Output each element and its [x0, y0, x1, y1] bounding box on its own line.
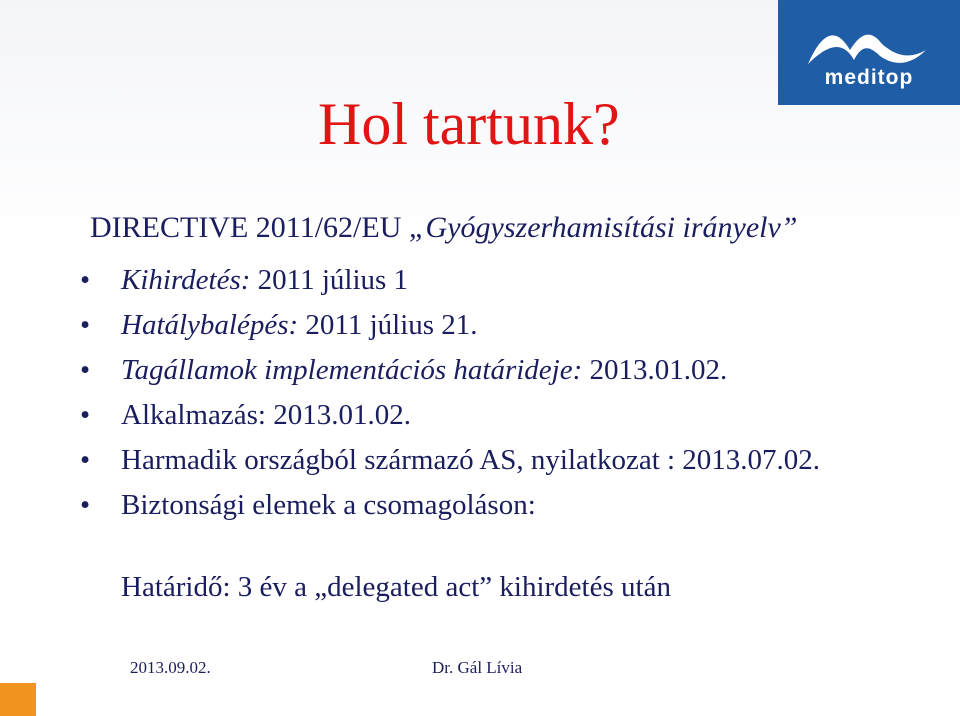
- list-item: [80, 261, 840, 299]
- directive-heading: [90, 211, 797, 245]
- footer-author: Dr. Gál Lívia: [432, 658, 523, 677]
- meditop-wave-logo-icon: [800, 20, 930, 70]
- bullet-value: 2011 július 21.: [298, 309, 478, 341]
- directive-name: „Gyógyszerhamisítási irányelv”: [408, 211, 798, 244]
- bullet-icon: •: [80, 309, 91, 341]
- bullet-label: Tagállamok implementációs határideje:: [121, 354, 583, 386]
- bullet-list: [80, 261, 840, 531]
- logo-text: meditop: [824, 66, 914, 89]
- list-item: [80, 441, 840, 479]
- bullet-value: Biztonsági elemek a csomagoláson:: [121, 489, 536, 521]
- bullet-icon: •: [80, 354, 91, 386]
- bullet-label: Kihirdetés:: [121, 264, 251, 296]
- list-item: [80, 351, 840, 389]
- meditop-logo: [778, 0, 960, 105]
- footer-date: 2013.09.02.: [130, 658, 211, 677]
- bullet-icon: •: [80, 264, 91, 296]
- list-item: [80, 306, 840, 344]
- bullet-value: 2011 július 1: [250, 264, 409, 296]
- list-item: [80, 486, 840, 524]
- bullet-icon: •: [80, 399, 91, 431]
- bullet-label: Hatálybalépés:: [121, 309, 299, 341]
- bullet-icon: •: [80, 489, 91, 521]
- bullet-value: Harmadik országból származó AS, nyilatkozat : 2013.07.02.: [121, 444, 821, 476]
- deadline-note: Határidő: 3 év a „delegated act” kihirdetés után: [121, 571, 671, 603]
- bullet-icon: •: [80, 444, 91, 476]
- list-item: [80, 396, 840, 434]
- bullet-value: Alkalmazás: 2013.01.02.: [121, 399, 411, 431]
- slide-title: Hol tartunk?: [318, 91, 620, 157]
- bullet-value: 2013.01.02.: [582, 354, 728, 386]
- directive-prefix: DIRECTIVE 2011/62/EU: [90, 211, 409, 244]
- corner-decoration: [0, 683, 36, 716]
